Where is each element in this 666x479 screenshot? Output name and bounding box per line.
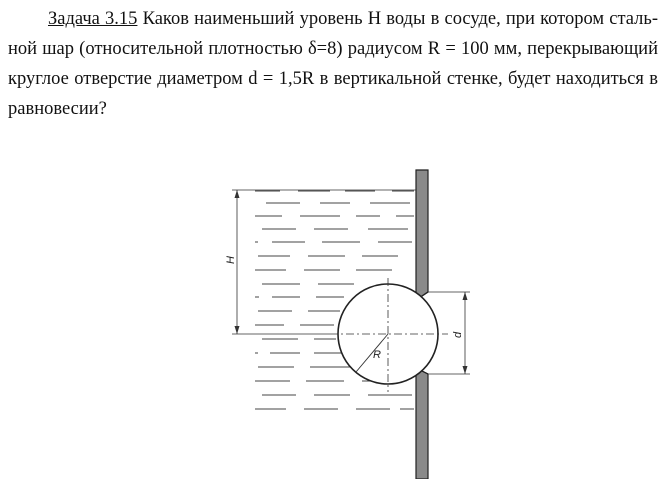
problem-line-2: ной шар (относительной плотностью δ=8) радиусом R = 100 мм, перекрывающий: [8, 39, 658, 59]
h-arrow-bottom: [235, 326, 240, 334]
radius-label: R: [373, 349, 381, 361]
h-dimension-label: H: [225, 256, 237, 264]
h-arrow-top: [235, 190, 240, 198]
d-arrow-top: [463, 292, 468, 300]
wall-lower: [416, 368, 428, 479]
d-dimension-label: d: [452, 331, 464, 338]
problem-line-1-text: Каков наименьший уровень H воды в сосуде, при котором сталь-: [137, 9, 658, 29]
problem-line-4: равновесии?: [8, 99, 107, 119]
d-arrow-bottom: [463, 366, 468, 374]
task-label: Задача 3.15: [48, 9, 138, 29]
problem-line-3: круглое отверстие диаметром d = 1,5R в вертикальной стенке, будет находиться в: [8, 69, 658, 89]
wall-upper: [416, 170, 428, 300]
